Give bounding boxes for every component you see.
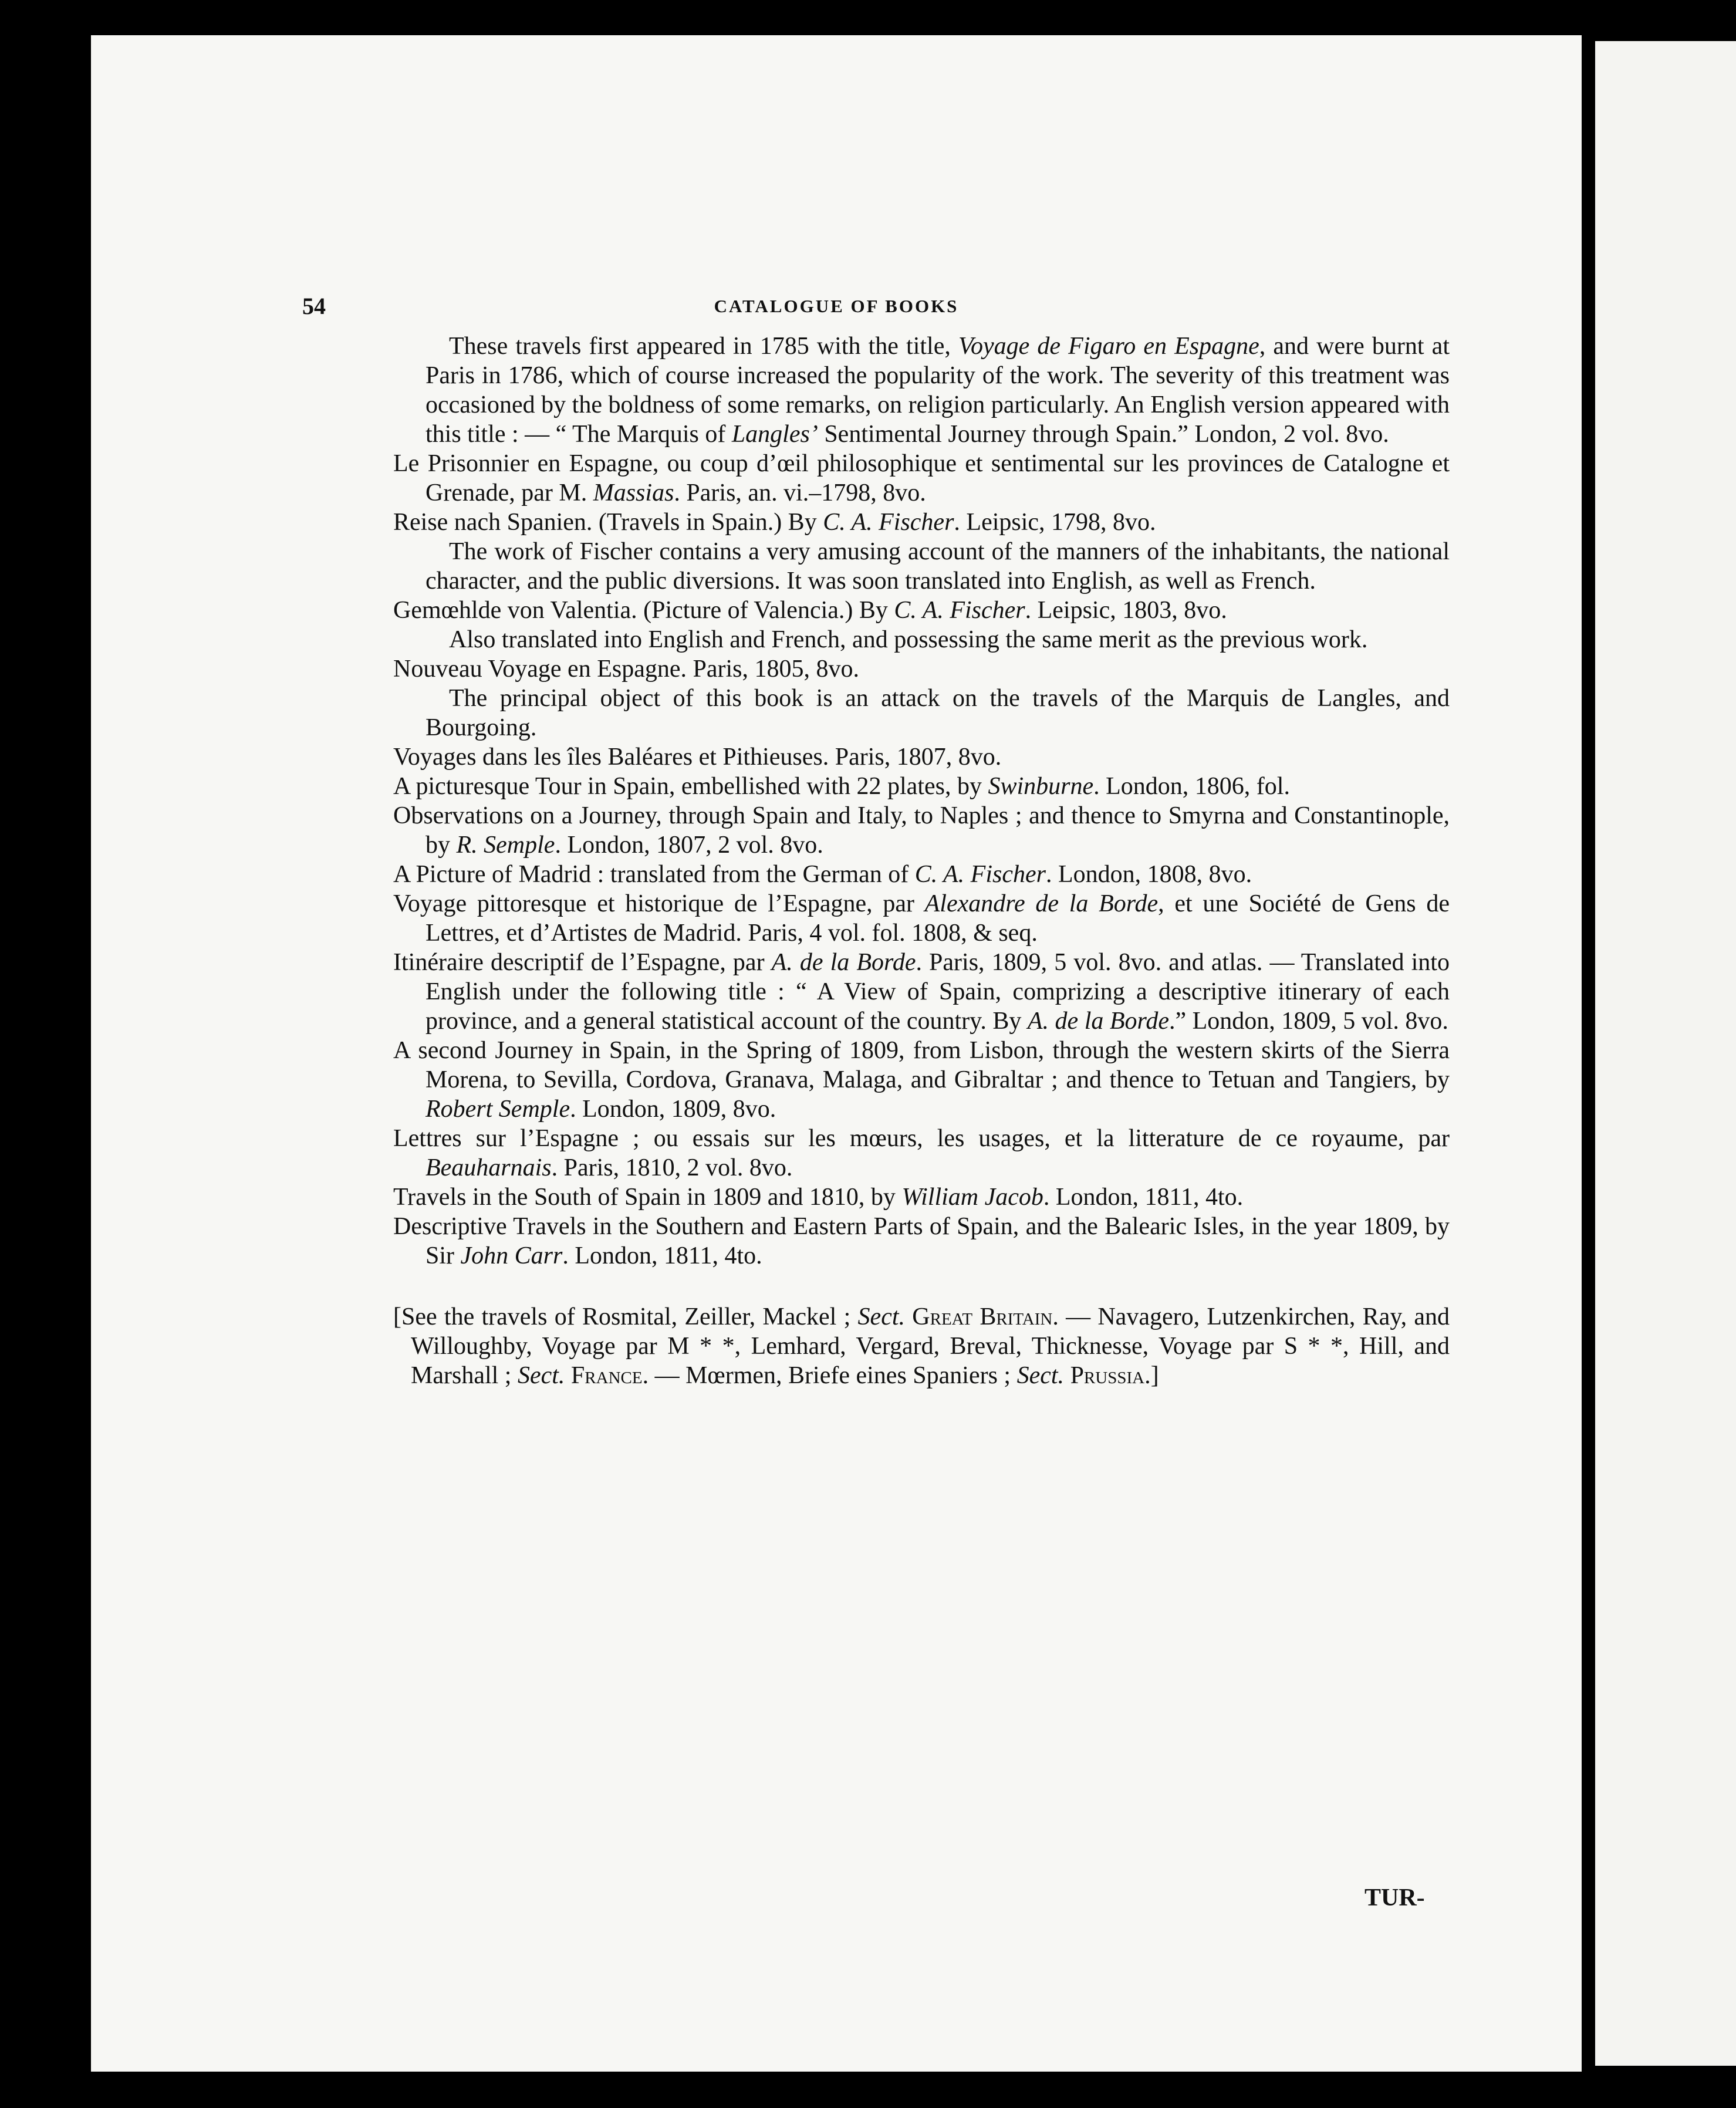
entry-note: The principal object of this book is an attack on the travels of the Marquis de Langles, and Bourgoing.	[425, 685, 1450, 741]
catalogue-entry: Voyage pittoresque et historique de l’Espagne, par Alexandre de la Borde, et une Société de Gens de Lettres, et d’Artistes de Madrid. Paris, 4 vol. fol. 1808, & seq.	[393, 890, 1450, 947]
catalogue-entry: Lettres sur l’Espagne ; ou essais sur les mœurs, les usages, et la litterature de ce royaume, par Beauharnais. Paris, 1810, 2 vol. 8vo.	[393, 1125, 1450, 1181]
catalogue-entry: Itinéraire descriptif de l’Espagne, par A. de la Borde. Paris, 1809, 5 vol. 8vo. and atlas. — Translated into English under the following title : “ A View of Spain, comprizing a descriptive itinerary of each province, and a general statistical account of the country. By A. de la Borde.” London, 1809, 5 vol. 8vo.	[393, 949, 1450, 1035]
entry-note: These travels first appeared in 1785 with the title, Voyage de Figaro en Espagne, and were burnt at Paris in 1786, which of course increased the popularity of the work. The severity of this treatment was occasioned by the boldness of some remarks, on religion particularly. An English version appeared with this title : — “ The Marquis of Langles’ Sentimental Journey through Spain.” London, 2 vol. 8vo.	[425, 333, 1450, 448]
catalogue-entry: Observations on a Journey, through Spain and Italy, to Naples ; and thence to Smyrna and Constantinople, by R. Semple. London, 1807, 2 vol. 8vo.	[393, 802, 1450, 859]
page-header	[91, 292, 1582, 327]
page-number: 54	[302, 293, 326, 319]
book-page	[91, 35, 1582, 2072]
catalogue-entry: A picturesque Tour in Spain, embellished with 22 plates, by Swinburne. London, 1806, fol.	[393, 773, 1290, 800]
catalogue-body	[393, 332, 1450, 1390]
entry-note: Also translated into English and French, and possessing the same merit as the previous work.	[449, 626, 1368, 653]
entry-note: The work of Fischer contains a very amusing account of the manners of the inhabitants, the national character, and the public diversions. It was soon translated into English, as well as French.	[425, 538, 1450, 594]
catalogue-entry: Travels in the South of Spain in 1809 and 1810, by William Jacob. London, 1811, 4to.	[393, 1184, 1244, 1211]
adjacent-page-edge	[1595, 41, 1736, 2066]
catalogue-entry: Reise nach Spanien. (Travels in Spain.) By C. A. Fischer. Leipsic, 1798, 8vo.	[393, 509, 1156, 536]
catalogue-entry: Descriptive Travels in the Southern and Eastern Parts of Spain, and the Balearic Isles, in the year 1809, by Sir John Carr. London, 1811, 4to.	[393, 1213, 1450, 1269]
running-title: CATALOGUE OF BOOKS	[714, 296, 959, 316]
catchword: TUR-	[1365, 1884, 1425, 1911]
catalogue-entry: A second Journey in Spain, in the Spring of 1809, from Lisbon, through the western skirts of the Sierra Morena, to Sevilla, Cordova, Granava, Malaga, and Gibraltar ; and thence to Tetuan and Tangiers, by Robert Semple. London, 1809, 8vo.	[393, 1037, 1450, 1123]
catalogue-entry: Gemœhlde von Valentia. (Picture of Valencia.) By C. A. Fischer. Leipsic, 1803, 8vo.	[393, 597, 1227, 624]
catalogue-entry: Le Prisonnier en Espagne, ou coup d’œil philosophique et sentimental sur les provinces de Catalogne et Grenade, par M. Massias. Paris, an. vi.–1798, 8vo.	[393, 450, 1450, 506]
catalogue-entry: A Picture of Madrid : translated from the German of C. A. Fischer. London, 1808, 8vo.	[393, 861, 1252, 888]
catalogue-entry: Nouveau Voyage en Espagne. Paris, 1805, 8vo.	[393, 656, 859, 683]
catalogue-entry: Voyages dans les îles Baléares et Pithieuses. Paris, 1807, 8vo.	[393, 744, 1002, 771]
cross-reference-note: [See the travels of Rosmital, Zeiller, Mackel ; Sect. Great Britain. — Navagero, Lutzenkirchen, Ray, and Willoughby, Voyage par M * *, Lemhard, Vergard, Breval, Thicknesse, Voyage par S * *, Hill, and Marshall ; Sect. France. — Mœrmen, Briefe eines Spaniers ; Sect. Prussia.]	[393, 1303, 1450, 1389]
